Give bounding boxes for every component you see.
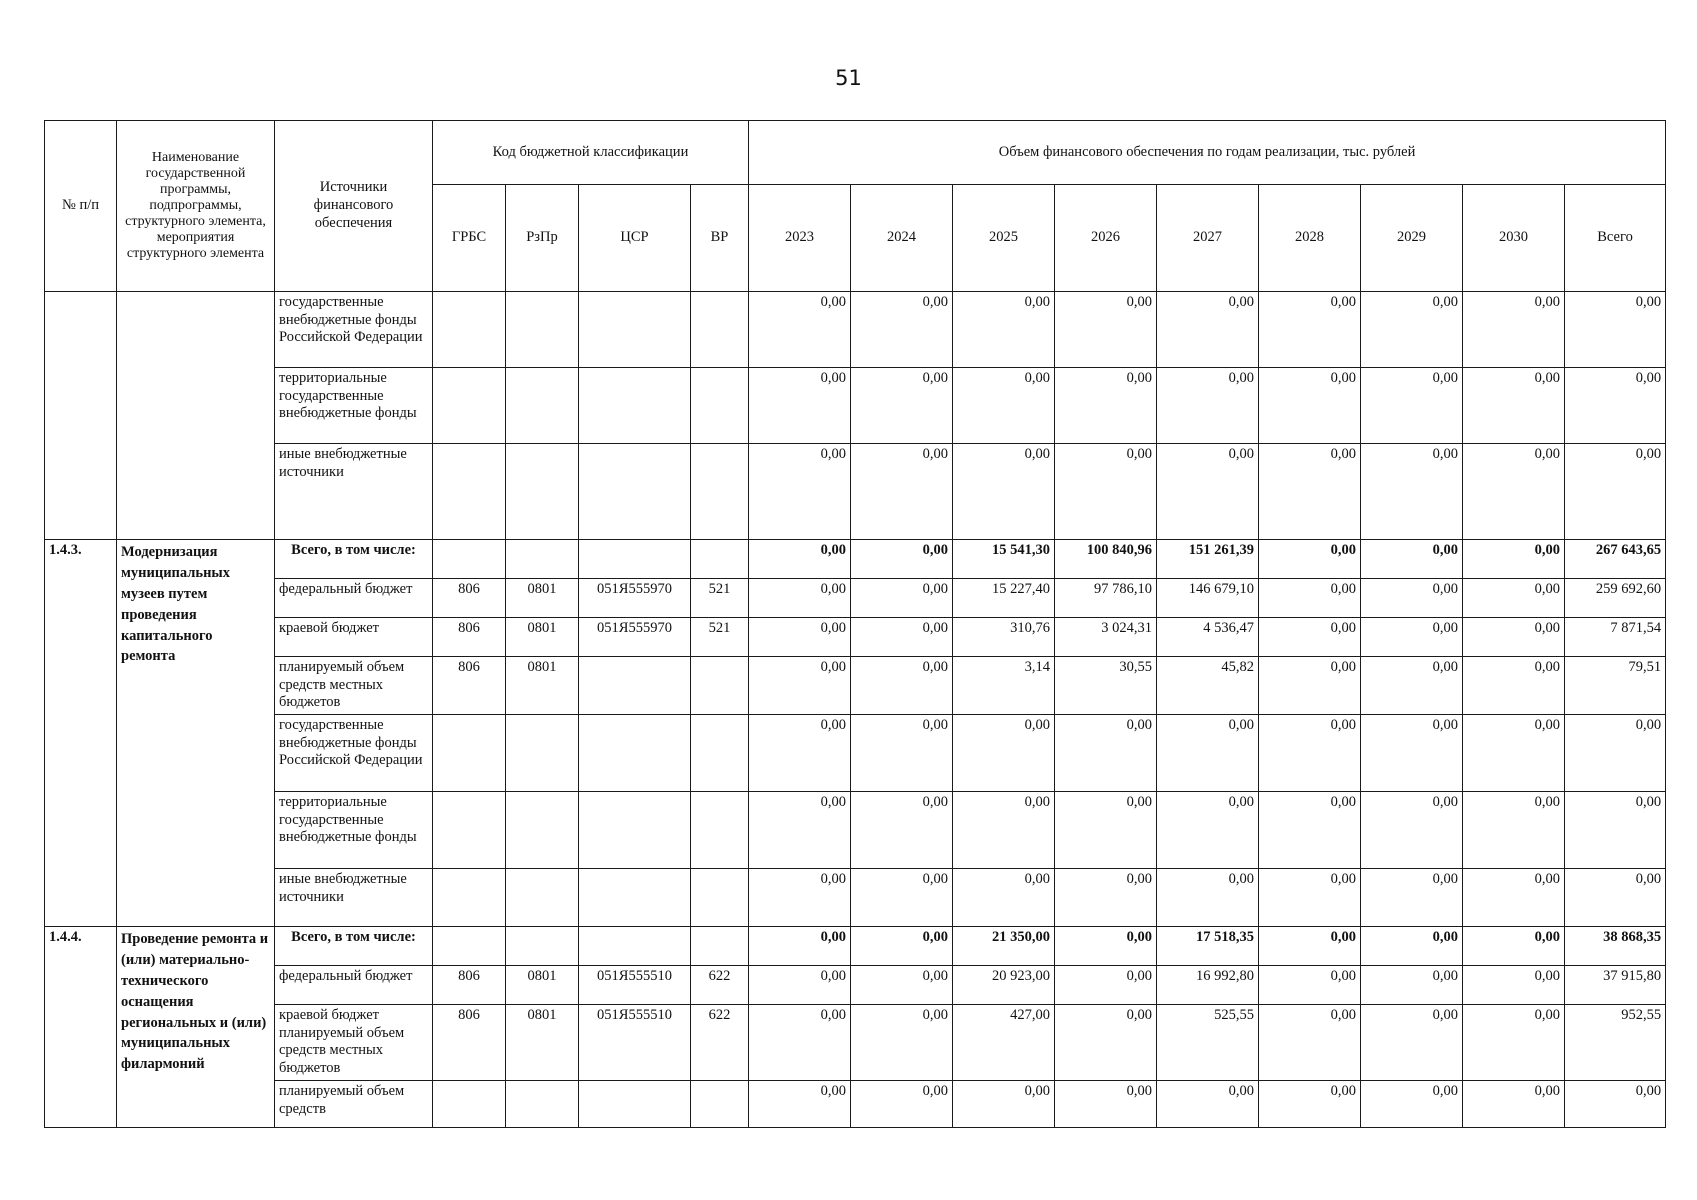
source-cell: планируемый объем средств местных бюджетов — [275, 657, 433, 715]
value-2026-cell: 0,00 — [1055, 1005, 1157, 1081]
rzpr-cell — [506, 540, 579, 579]
value-2028-cell: 0,00 — [1259, 927, 1361, 966]
vr-cell: 521 — [691, 579, 749, 618]
value-2024-cell: 0,00 — [851, 1005, 953, 1081]
table-row — [45, 1005, 1666, 1081]
value-2023-cell: 0,00 — [749, 966, 851, 1005]
value-2024-cell: 0,00 — [851, 715, 953, 792]
rzpr-cell — [506, 792, 579, 869]
value-2024-cell: 0,00 — [851, 618, 953, 657]
value-2027-cell: 0,00 — [1157, 792, 1259, 869]
csr-cell — [579, 869, 691, 927]
grbs-cell: 806 — [433, 966, 506, 1005]
value-2023-cell: 0,00 — [749, 869, 851, 927]
grbs-cell — [433, 792, 506, 869]
value-2030-cell: 0,00 — [1463, 927, 1565, 966]
csr-cell — [579, 292, 691, 368]
value-2024-cell: 0,00 — [851, 966, 953, 1005]
value-2025-cell: 3,14 — [953, 657, 1055, 715]
value-2026-cell: 0,00 — [1055, 444, 1157, 540]
value-2025-cell: 20 923,00 — [953, 966, 1055, 1005]
table-body — [45, 292, 1666, 1128]
value-2023-cell: 0,00 — [749, 444, 851, 540]
value-2023-cell: 0,00 — [749, 618, 851, 657]
value-2025-cell: 0,00 — [953, 869, 1055, 927]
grbs-cell: 806 — [433, 579, 506, 618]
value-2028-cell: 0,00 — [1259, 869, 1361, 927]
value-2028-cell: 0,00 — [1259, 579, 1361, 618]
header-year-2025: 2025 — [953, 185, 1055, 292]
header-year-2030: 2030 — [1463, 185, 1565, 292]
value-2030-cell: 0,00 — [1463, 657, 1565, 715]
vr-cell — [691, 792, 749, 869]
grbs-cell — [433, 927, 506, 966]
source-cell: иные внебюджетные источники — [275, 444, 433, 540]
grbs-cell — [433, 869, 506, 927]
vr-cell: 622 — [691, 966, 749, 1005]
csr-cell — [579, 444, 691, 540]
value-2028-cell: 0,00 — [1259, 1005, 1361, 1081]
table-row — [45, 1081, 1666, 1128]
vr-cell — [691, 927, 749, 966]
csr-cell — [579, 540, 691, 579]
rzpr-cell — [506, 1081, 579, 1128]
header-total: Всего — [1565, 185, 1666, 292]
value-2026-cell: 0,00 — [1055, 966, 1157, 1005]
budget-table — [44, 120, 1666, 1128]
rzpr-cell: 0801 — [506, 1005, 579, 1081]
value-2027-cell: 0,00 — [1157, 869, 1259, 927]
value-2026-cell: 97 786,10 — [1055, 579, 1157, 618]
value-2030-cell: 0,00 — [1463, 618, 1565, 657]
value-total-cell: 952,55 — [1565, 1005, 1666, 1081]
value-2023-cell: 0,00 — [749, 1005, 851, 1081]
header-year-2024: 2024 — [851, 185, 953, 292]
table-row — [45, 579, 1666, 618]
rzpr-cell — [506, 927, 579, 966]
page-number: 51 — [835, 66, 862, 90]
source-cell: Всего, в том числе: — [275, 540, 433, 579]
value-2030-cell: 0,00 — [1463, 444, 1565, 540]
rzpr-cell — [506, 869, 579, 927]
csr-cell: 051Я555970 — [579, 618, 691, 657]
source-cell: краевой бюджет планируемый объем средств местных бюджетов — [275, 1005, 433, 1081]
value-2029-cell: 0,00 — [1361, 540, 1463, 579]
value-2027-cell: 4 536,47 — [1157, 618, 1259, 657]
value-2026-cell: 0,00 — [1055, 927, 1157, 966]
value-2027-cell: 0,00 — [1157, 1081, 1259, 1128]
item-name: Модернизация муниципальных музеев путем проведения капитального ремонта — [117, 540, 275, 927]
csr-cell — [579, 657, 691, 715]
value-total-cell: 259 692,60 — [1565, 579, 1666, 618]
value-2030-cell: 0,00 — [1463, 869, 1565, 927]
header-year-2023: 2023 — [749, 185, 851, 292]
header-year-2027: 2027 — [1157, 185, 1259, 292]
value-total-cell: 0,00 — [1565, 368, 1666, 444]
value-total-cell: 37 915,80 — [1565, 966, 1666, 1005]
grbs-cell — [433, 540, 506, 579]
rzpr-cell — [506, 368, 579, 444]
value-2025-cell: 15 541,30 — [953, 540, 1055, 579]
table-row-total — [45, 927, 1666, 966]
vr-cell — [691, 715, 749, 792]
value-2029-cell: 0,00 — [1361, 792, 1463, 869]
value-2024-cell: 0,00 — [851, 927, 953, 966]
grbs-cell — [433, 715, 506, 792]
source-cell: федеральный бюджет — [275, 579, 433, 618]
source-cell: территориальные государственные внебюджетные фонды — [275, 792, 433, 869]
value-2023-cell: 0,00 — [749, 792, 851, 869]
header-year-2028: 2028 — [1259, 185, 1361, 292]
value-total-cell: 0,00 — [1565, 292, 1666, 368]
item-name — [117, 292, 275, 540]
grbs-cell: 806 — [433, 618, 506, 657]
value-2026-cell: 3 024,31 — [1055, 618, 1157, 657]
value-2027-cell: 525,55 — [1157, 1005, 1259, 1081]
vr-cell — [691, 540, 749, 579]
vr-cell — [691, 444, 749, 540]
vr-cell: 622 — [691, 1005, 749, 1081]
item-number: 1.4.4. — [45, 927, 117, 1128]
value-2023-cell: 0,00 — [749, 368, 851, 444]
table-row — [45, 292, 1666, 368]
source-cell: Всего, в том числе: — [275, 927, 433, 966]
source-cell: краевой бюджет — [275, 618, 433, 657]
value-2030-cell: 0,00 — [1463, 292, 1565, 368]
value-2025-cell: 0,00 — [953, 1081, 1055, 1128]
value-2024-cell: 0,00 — [851, 1081, 953, 1128]
value-2027-cell: 146 679,10 — [1157, 579, 1259, 618]
table-row — [45, 618, 1666, 657]
value-total-cell: 267 643,65 — [1565, 540, 1666, 579]
value-2027-cell: 0,00 — [1157, 715, 1259, 792]
header-grbs: ГРБС — [433, 185, 506, 292]
csr-cell — [579, 792, 691, 869]
table-row — [45, 657, 1666, 715]
table-row — [45, 869, 1666, 927]
value-2029-cell: 0,00 — [1361, 966, 1463, 1005]
value-total-cell: 0,00 — [1565, 1081, 1666, 1128]
source-cell: федеральный бюджет — [275, 966, 433, 1005]
value-total-cell: 0,00 — [1565, 792, 1666, 869]
value-2029-cell: 0,00 — [1361, 444, 1463, 540]
value-2028-cell: 0,00 — [1259, 618, 1361, 657]
value-2024-cell: 0,00 — [851, 292, 953, 368]
source-cell: государственные внебюджетные фонды Российской Федерации — [275, 292, 433, 368]
value-2028-cell: 0,00 — [1259, 715, 1361, 792]
value-2023-cell: 0,00 — [749, 1081, 851, 1128]
value-2024-cell: 0,00 — [851, 657, 953, 715]
value-2025-cell: 15 227,40 — [953, 579, 1055, 618]
value-total-cell: 0,00 — [1565, 444, 1666, 540]
value-2029-cell: 0,00 — [1361, 927, 1463, 966]
value-2028-cell: 0,00 — [1259, 292, 1361, 368]
csr-cell: 051Я555970 — [579, 579, 691, 618]
value-2030-cell: 0,00 — [1463, 1081, 1565, 1128]
value-2028-cell: 0,00 — [1259, 966, 1361, 1005]
value-2023-cell: 0,00 — [749, 715, 851, 792]
value-2029-cell: 0,00 — [1361, 292, 1463, 368]
header-num: № п/п — [45, 121, 117, 292]
rzpr-cell: 0801 — [506, 657, 579, 715]
value-2026-cell: 100 840,96 — [1055, 540, 1157, 579]
rzpr-cell — [506, 715, 579, 792]
value-2025-cell: 0,00 — [953, 792, 1055, 869]
value-2026-cell: 0,00 — [1055, 292, 1157, 368]
value-2026-cell: 30,55 — [1055, 657, 1157, 715]
value-2028-cell: 0,00 — [1259, 1081, 1361, 1128]
header-source: Источники финансового обеспечения — [275, 121, 433, 292]
value-2025-cell: 310,76 — [953, 618, 1055, 657]
rzpr-cell: 0801 — [506, 579, 579, 618]
value-2028-cell: 0,00 — [1259, 657, 1361, 715]
value-2026-cell: 0,00 — [1055, 792, 1157, 869]
value-2027-cell: 0,00 — [1157, 292, 1259, 368]
header-rzpr: РзПр — [506, 185, 579, 292]
value-2023-cell: 0,00 — [749, 540, 851, 579]
value-2027-cell: 0,00 — [1157, 444, 1259, 540]
value-2023-cell: 0,00 — [749, 292, 851, 368]
rzpr-cell — [506, 444, 579, 540]
grbs-cell — [433, 444, 506, 540]
grbs-cell: 806 — [433, 657, 506, 715]
value-total-cell: 0,00 — [1565, 869, 1666, 927]
value-2028-cell: 0,00 — [1259, 540, 1361, 579]
table-row — [45, 792, 1666, 869]
csr-cell — [579, 715, 691, 792]
value-2024-cell: 0,00 — [851, 540, 953, 579]
value-2024-cell: 0,00 — [851, 792, 953, 869]
vr-cell — [691, 869, 749, 927]
header-vr: ВР — [691, 185, 749, 292]
value-2030-cell: 0,00 — [1463, 966, 1565, 1005]
value-2027-cell: 0,00 — [1157, 368, 1259, 444]
header-bk-group: Код бюджетной классификации — [433, 121, 749, 185]
table-header — [45, 121, 1666, 292]
value-2029-cell: 0,00 — [1361, 869, 1463, 927]
value-2030-cell: 0,00 — [1463, 715, 1565, 792]
table-row — [45, 444, 1666, 540]
csr-cell — [579, 368, 691, 444]
rzpr-cell: 0801 — [506, 618, 579, 657]
value-2023-cell: 0,00 — [749, 579, 851, 618]
value-2025-cell: 0,00 — [953, 444, 1055, 540]
csr-cell: 051Я555510 — [579, 1005, 691, 1081]
value-2025-cell: 0,00 — [953, 368, 1055, 444]
value-2028-cell: 0,00 — [1259, 792, 1361, 869]
vr-cell — [691, 292, 749, 368]
grbs-cell — [433, 1081, 506, 1128]
item-name: Проведение ремонта и (или) материально-технического оснащения региональных и (или) муниципальных филармоний — [117, 927, 275, 1128]
header-fin-group: Объем финансового обеспечения по годам реализации, тыс. рублей — [749, 121, 1666, 185]
value-2030-cell: 0,00 — [1463, 792, 1565, 869]
table-row — [45, 715, 1666, 792]
grbs-cell — [433, 368, 506, 444]
header-year-2026: 2026 — [1055, 185, 1157, 292]
value-2023-cell: 0,00 — [749, 927, 851, 966]
item-number — [45, 292, 117, 540]
value-2029-cell: 0,00 — [1361, 657, 1463, 715]
value-2029-cell: 0,00 — [1361, 579, 1463, 618]
vr-cell — [691, 368, 749, 444]
value-2024-cell: 0,00 — [851, 444, 953, 540]
header-year-2029: 2029 — [1361, 185, 1463, 292]
value-2030-cell: 0,00 — [1463, 540, 1565, 579]
value-2026-cell: 0,00 — [1055, 715, 1157, 792]
value-2026-cell: 0,00 — [1055, 368, 1157, 444]
table-row — [45, 368, 1666, 444]
grbs-cell: 806 — [433, 1005, 506, 1081]
vr-cell — [691, 1081, 749, 1128]
value-2027-cell: 45,82 — [1157, 657, 1259, 715]
value-2025-cell: 427,00 — [953, 1005, 1055, 1081]
value-2024-cell: 0,00 — [851, 368, 953, 444]
table-row — [45, 966, 1666, 1005]
source-cell: планируемый объем средств — [275, 1081, 433, 1128]
header-csr: ЦСР — [579, 185, 691, 292]
value-2025-cell: 0,00 — [953, 292, 1055, 368]
value-2024-cell: 0,00 — [851, 579, 953, 618]
value-2028-cell: 0,00 — [1259, 368, 1361, 444]
value-2026-cell: 0,00 — [1055, 869, 1157, 927]
value-total-cell: 38 868,35 — [1565, 927, 1666, 966]
value-2030-cell: 0,00 — [1463, 368, 1565, 444]
value-2029-cell: 0,00 — [1361, 1005, 1463, 1081]
grbs-cell — [433, 292, 506, 368]
rzpr-cell — [506, 292, 579, 368]
value-2030-cell: 0,00 — [1463, 579, 1565, 618]
csr-cell: 051Я555510 — [579, 966, 691, 1005]
csr-cell — [579, 1081, 691, 1128]
value-2025-cell: 0,00 — [953, 715, 1055, 792]
value-2029-cell: 0,00 — [1361, 618, 1463, 657]
value-2027-cell: 17 518,35 — [1157, 927, 1259, 966]
source-cell: территориальные государственные внебюджетные фонды — [275, 368, 433, 444]
value-2029-cell: 0,00 — [1361, 1081, 1463, 1128]
value-total-cell: 79,51 — [1565, 657, 1666, 715]
header-name: Наименование государственной программы, подпрограммы, структурного элемента, мероприятия структурного элемента — [117, 121, 275, 292]
value-2028-cell: 0,00 — [1259, 444, 1361, 540]
value-2024-cell: 0,00 — [851, 869, 953, 927]
vr-cell: 521 — [691, 618, 749, 657]
csr-cell — [579, 927, 691, 966]
value-2027-cell: 16 992,80 — [1157, 966, 1259, 1005]
rzpr-cell: 0801 — [506, 966, 579, 1005]
value-total-cell: 7 871,54 — [1565, 618, 1666, 657]
value-2026-cell: 0,00 — [1055, 1081, 1157, 1128]
source-cell: иные внебюджетные источники — [275, 869, 433, 927]
vr-cell — [691, 657, 749, 715]
value-2027-cell: 151 261,39 — [1157, 540, 1259, 579]
value-2029-cell: 0,00 — [1361, 368, 1463, 444]
value-total-cell: 0,00 — [1565, 715, 1666, 792]
source-cell: государственные внебюджетные фонды Российской Федерации — [275, 715, 433, 792]
value-2025-cell: 21 350,00 — [953, 927, 1055, 966]
value-2030-cell: 0,00 — [1463, 1005, 1565, 1081]
item-number: 1.4.3. — [45, 540, 117, 927]
table-row-total — [45, 540, 1666, 579]
value-2029-cell: 0,00 — [1361, 715, 1463, 792]
value-2023-cell: 0,00 — [749, 657, 851, 715]
